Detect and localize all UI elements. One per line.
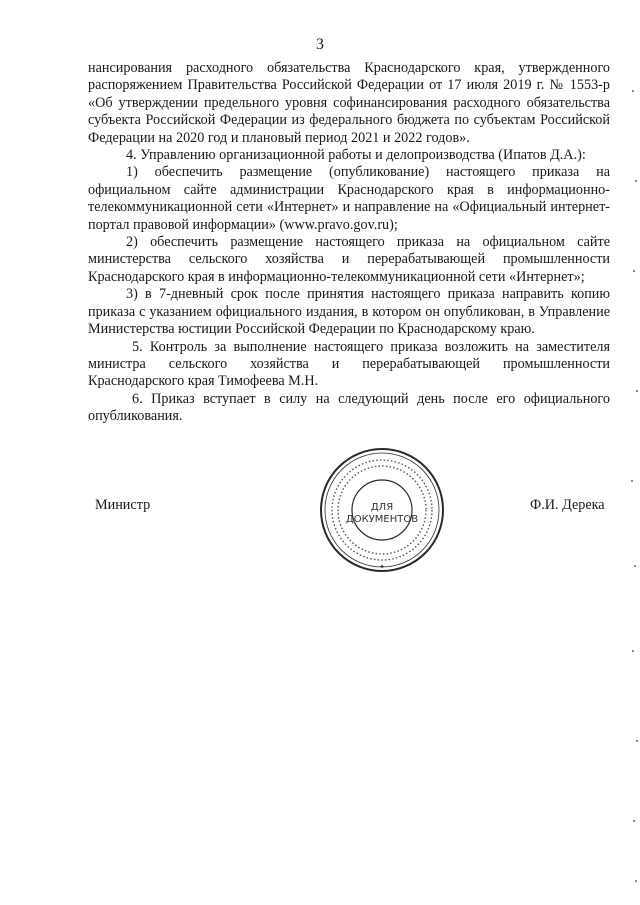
stamp-text-line1: ДЛЯ: [370, 502, 394, 513]
paragraph-continuation: нансирования расходного обязательства Краснодарского края, утвержденного распоряжением Правительства Российской Федерации от 17 июля 2019 г. № 1553-р «Об утверждении предельного уровня софинансирования расходного обязательства субъекта Российской Федерации из федерального бюджета по субъектам Российской Федерации на 2020 год и плановый период 2021 и 2022 годов».: [88, 60, 610, 146]
signature-name: Ф.И. Дерека: [530, 497, 605, 513]
paragraph-item-6: 6. Приказ вступает в силу на следующий день после его официального опубликования.: [88, 390, 610, 425]
scan-edge-noise: [630, 60, 640, 900]
paragraph-item-5: 5. Контроль за выполнение настоящего приказа возложить на заместителя министра сельского хозяйства и перерабатывающей промышленности Краснодарского края Тимофеева М.Н.: [88, 338, 610, 390]
signature-position: Министр: [95, 497, 151, 513]
document-body: [88, 60, 610, 426]
stamp-text-line2: ДОКУМЕНТОВ: [345, 514, 419, 525]
paragraph-subitem-1: 1) обеспечить размещение (опубликование) настоящего приказа на официальном сайте администрации Краснодарского края в информационно-телекоммуникационной сети «Интернет» и направление на «Официальный интернет-портал правовой информации» (www.pravo.gov.ru);: [88, 164, 610, 233]
paragraph-subitem-2: 2) обеспечить размещение настоящего приказа на официальном сайте министерства сельского хозяйства и перерабатывающей промышленности Краснодарского края в информационно-телекоммуникационной сети «Интернет»;: [88, 234, 610, 285]
paragraph-subitem-3: 3) в 7-дневный срок после принятия настоящего приказа направить копию приказа с указанием официального издания, в котором он опубликован, в Управление Министерства юстиции Российской Федерации по Краснодарскому краю.: [88, 286, 610, 338]
paragraph-item-4: 4. Управлению организационной работы и делопроизводства (Ипатов Д.А.):: [126, 147, 586, 164]
page-number: 3: [316, 36, 324, 53]
official-stamp: [318, 446, 446, 574]
svg-text:✦: ✦: [379, 563, 385, 571]
